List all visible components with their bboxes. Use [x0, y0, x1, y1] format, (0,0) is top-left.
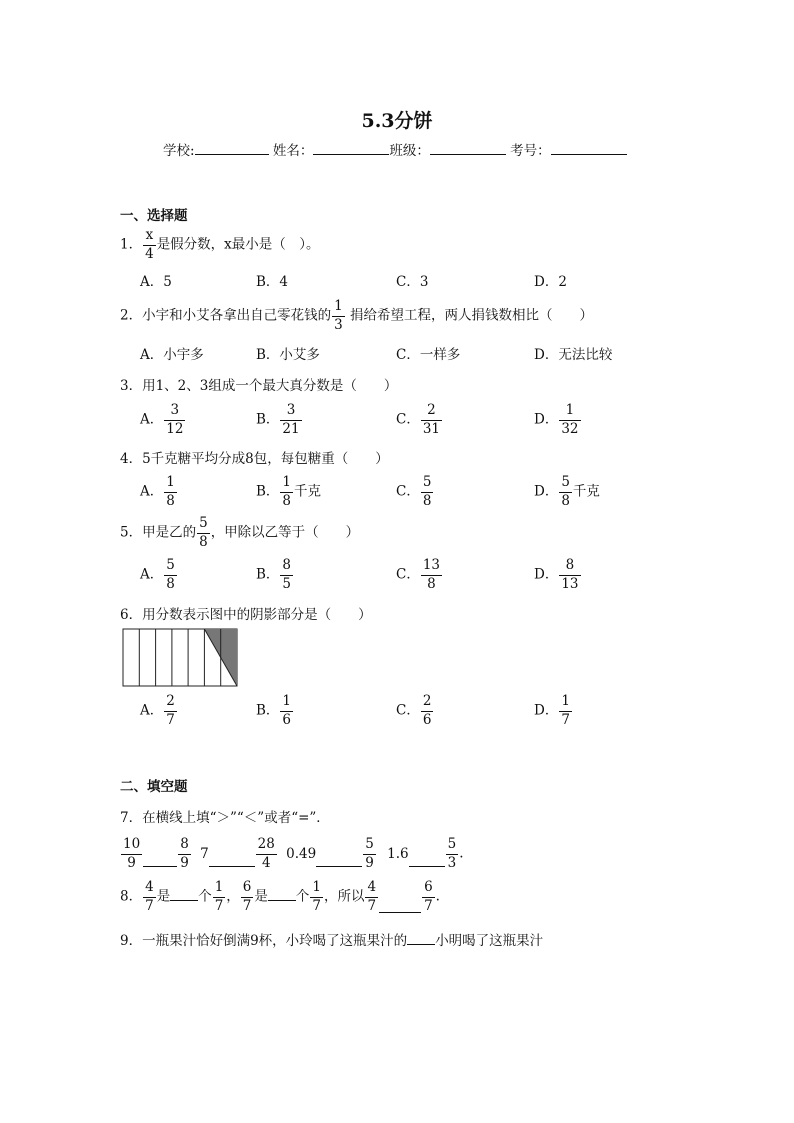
q7-frac-a	[121, 838, 142, 870]
q4-d-fraction	[559, 476, 572, 508]
q1-option-a[interactable]: A．5	[140, 274, 172, 290]
q2-option-a[interactable]: A．小宇多	[140, 347, 204, 363]
frac-den: 7	[242, 897, 252, 914]
frac-den: 31	[422, 420, 441, 437]
frac-num: 2	[164, 695, 177, 712]
q3-option-b[interactable]	[256, 404, 303, 436]
answer-blank[interactable]	[209, 842, 255, 867]
q5-option-c[interactable]	[396, 559, 443, 591]
frac-den: 8	[282, 492, 292, 509]
frac-num: 8	[280, 559, 293, 576]
frac-den: 3	[447, 854, 457, 871]
q7-frac-e	[446, 838, 459, 870]
frac-den: 4	[261, 854, 271, 871]
option-label: D．	[534, 483, 559, 500]
name-label: 姓名：	[272, 143, 314, 159]
q2-frac-den: 3	[334, 316, 343, 333]
question-7: 7．在横线上填“＞”“＜”或者“=”．	[120, 810, 330, 826]
q6-a-fraction	[164, 695, 177, 727]
frac-den: 6	[282, 711, 292, 728]
q6-d-fraction	[559, 695, 572, 727]
option-label: B．	[256, 702, 280, 719]
exam-no-label: 考号：	[510, 143, 551, 159]
q1-option-d[interactable]: D．2	[534, 274, 567, 290]
q5-frac-num: 5	[197, 517, 210, 534]
option-label: B．	[256, 411, 280, 428]
question-5	[120, 517, 359, 549]
answer-blank[interactable]	[316, 842, 362, 867]
school-field[interactable]	[195, 142, 269, 155]
option-label: A．	[140, 483, 164, 500]
q2-fraction	[332, 300, 345, 332]
frac-num: 6	[422, 881, 435, 898]
frac-num: 4	[365, 881, 378, 898]
question-1	[120, 229, 320, 261]
answer-blank[interactable]	[170, 888, 198, 901]
option-label: A．	[140, 566, 164, 583]
frac-den: 9	[180, 854, 189, 871]
q4-b-fraction	[280, 476, 293, 508]
q8-frac-1	[143, 881, 156, 913]
student-info-line	[163, 139, 627, 159]
q7-value-d: 0.49	[286, 845, 317, 862]
q7-comparisons	[120, 838, 463, 870]
q4-option-a[interactable]	[140, 476, 178, 508]
class-label: 班级：	[389, 143, 430, 159]
frac-num: 8	[559, 559, 580, 576]
option-unit: 千克	[294, 483, 322, 500]
option-label: D．	[534, 702, 559, 719]
frac-num: 1	[310, 881, 323, 898]
q2-option-c[interactable]: C．一样多	[396, 347, 461, 363]
q8-text: 个	[198, 888, 212, 905]
option-label: B．	[256, 483, 280, 500]
q7-frac-c	[256, 838, 277, 870]
q1-fraction	[143, 229, 156, 261]
q2-text-pre: 2．小宇和小艾各拿出自己零花钱的	[120, 307, 332, 324]
q5-frac-den: 8	[199, 533, 208, 550]
q2-option-b[interactable]: B．小艾多	[256, 347, 320, 363]
frac-den: 7	[561, 711, 570, 728]
q8-frac-4	[310, 881, 323, 913]
option-label: B．	[256, 566, 280, 583]
page-title: 5.3分饼	[361, 110, 433, 132]
q5-text-post: ，甲除以乙等于（ ）	[210, 524, 360, 541]
frac-den: 7	[166, 711, 175, 728]
frac-den: 7	[424, 897, 433, 914]
frac-den: 8	[422, 492, 432, 509]
option-label: A．	[140, 702, 164, 719]
option-unit: 千克	[572, 483, 600, 500]
option-label: C．	[396, 566, 420, 583]
question-4: 4．5千克糖平均分成8包，每包糖重（ ）	[120, 451, 389, 467]
frac-den: 8	[427, 575, 436, 592]
q2-text-post: 捐给希望工程，两人捐钱数相比（ ）	[345, 307, 593, 324]
q6-option-d[interactable]	[534, 695, 573, 727]
question-9	[120, 929, 543, 949]
q4-c-fraction	[421, 476, 434, 508]
frac-den: 9	[127, 854, 136, 871]
q1-text: 是假分数，x最小是（ ）。	[156, 236, 320, 253]
q5-c-fraction	[421, 559, 442, 591]
frac-den: 7	[145, 897, 154, 914]
frac-num: 5	[446, 838, 459, 855]
q6-option-c[interactable]	[396, 695, 434, 727]
answer-blank[interactable]	[409, 842, 445, 867]
q9-text-post: 小明喝了这瓶果汁	[435, 933, 544, 949]
frac-num: 8	[178, 838, 191, 855]
frac-den: 8	[166, 575, 175, 592]
q3-option-d[interactable]	[534, 404, 582, 436]
q4-option-c[interactable]	[396, 476, 434, 508]
q8-text: ，所以	[323, 888, 365, 905]
question-3: 3．用1、2、3组成一个最大真分数是（ ）	[120, 378, 398, 394]
frac-den: 9	[365, 854, 374, 871]
answer-blank[interactable]	[379, 882, 421, 913]
q1-frac-num: x	[143, 229, 156, 246]
q1-frac-den: 4	[145, 245, 154, 262]
answer-blank[interactable]	[407, 932, 435, 945]
frac-num: 28	[256, 838, 277, 855]
frac-num: 3	[280, 404, 301, 421]
q5-b-fraction	[280, 559, 293, 591]
q4-option-b[interactable]	[256, 476, 321, 508]
q5-option-a[interactable]	[140, 559, 178, 591]
answer-blank[interactable]	[268, 888, 296, 901]
frac-den: 7	[367, 897, 377, 914]
frac-num: 1	[280, 476, 293, 493]
frac-num: 3	[164, 404, 185, 421]
q5-option-b[interactable]	[256, 559, 294, 591]
q8-end: .	[435, 888, 440, 905]
option-label: C．	[396, 702, 420, 719]
q4-a-fraction	[164, 476, 177, 508]
shaded-rectangle-figure	[122, 628, 240, 688]
option-label: C．	[396, 483, 420, 500]
q7-frac-d	[363, 838, 376, 870]
frac-den: 12	[166, 420, 184, 437]
frac-den: 32	[561, 420, 579, 437]
q5-d-fraction	[559, 559, 580, 591]
q1-option-c[interactable]: C．3	[396, 274, 429, 290]
frac-num: 2	[421, 695, 434, 712]
answer-blank[interactable]	[143, 842, 177, 867]
q7-value-c: 7	[200, 845, 209, 862]
q6-c-fraction	[421, 695, 434, 727]
frac-num: 1	[280, 695, 293, 712]
q7-frac-b	[178, 838, 191, 870]
frac-num: 1	[164, 476, 177, 493]
q5-option-d[interactable]	[534, 559, 582, 591]
q8-text: 是	[156, 888, 171, 905]
option-label: D．	[534, 411, 559, 428]
class-field[interactable]	[430, 142, 506, 155]
frac-num: 13	[421, 559, 442, 576]
q8-frac-2	[213, 881, 226, 913]
frac-den: 7	[312, 897, 321, 914]
q1-number: 1．	[120, 236, 143, 253]
frac-den: 13	[561, 575, 579, 592]
frac-den: 21	[282, 420, 300, 437]
q8-number: 8．	[120, 888, 143, 905]
q8-frac-3	[241, 881, 254, 913]
question-6: 6．用分数表示图中的阴影部分是（ ）	[120, 607, 372, 623]
q3-a-fraction	[164, 404, 185, 436]
frac-num: 4	[143, 881, 156, 898]
frac-num: 1	[559, 695, 572, 712]
q6-b-fraction	[280, 695, 293, 727]
section-heading-fill: 二、填空题	[120, 779, 188, 795]
option-label: C．	[396, 411, 420, 428]
frac-den: 6	[422, 711, 432, 728]
frac-num: 5	[363, 838, 376, 855]
q8-frac-6	[422, 881, 435, 913]
frac-num: 2	[421, 404, 442, 421]
q8-frac-5	[365, 881, 378, 913]
frac-num: 5	[559, 476, 572, 493]
q6-option-a[interactable]	[140, 695, 178, 727]
frac-num: 5	[421, 476, 434, 493]
exam-no-field[interactable]	[551, 142, 627, 155]
school-label: 学校:	[163, 143, 195, 159]
question-8	[120, 881, 440, 913]
section-heading-choice: 一、选择题	[120, 208, 188, 224]
q3-option-a[interactable]	[140, 404, 186, 436]
q3-d-fraction	[559, 404, 580, 436]
q5-text-pre: 5．甲是乙的	[120, 524, 197, 541]
q1-option-b[interactable]: B．4	[256, 274, 289, 290]
frac-den: 7	[214, 897, 224, 914]
name-field[interactable]	[313, 142, 389, 155]
q8-text: ，	[226, 888, 240, 905]
option-label: A．	[140, 411, 164, 428]
frac-num: 10	[121, 838, 142, 855]
frac-num: 6	[241, 881, 254, 898]
frac-den: 5	[282, 575, 292, 592]
q8-text: 个	[295, 888, 310, 905]
frac-num: 1	[213, 881, 226, 898]
q5-a-fraction	[164, 559, 177, 591]
q8-text: 是	[254, 888, 268, 905]
q9-text-pre: 9．一瓶果汁恰好倒满9杯，小玲喝了这瓶果汁的	[120, 933, 408, 949]
q2-frac-num: 1	[332, 300, 345, 317]
q3-b-fraction	[280, 404, 301, 436]
q3-c-fraction	[421, 404, 442, 436]
q3-option-c[interactable]	[396, 404, 443, 436]
q4-option-d[interactable]	[534, 476, 600, 508]
q7-value-e: 1.6	[387, 845, 409, 862]
q2-option-d[interactable]: D．无法比较	[534, 347, 613, 363]
q5-fraction	[197, 517, 210, 549]
frac-den: 8	[166, 492, 175, 509]
frac-num: 5	[164, 559, 177, 576]
question-2	[120, 300, 593, 332]
option-label: D．	[534, 566, 559, 583]
frac-num: 1	[559, 404, 580, 421]
q6-option-b[interactable]	[256, 695, 294, 727]
q7-end: .	[459, 845, 464, 862]
frac-den: 8	[561, 492, 570, 509]
